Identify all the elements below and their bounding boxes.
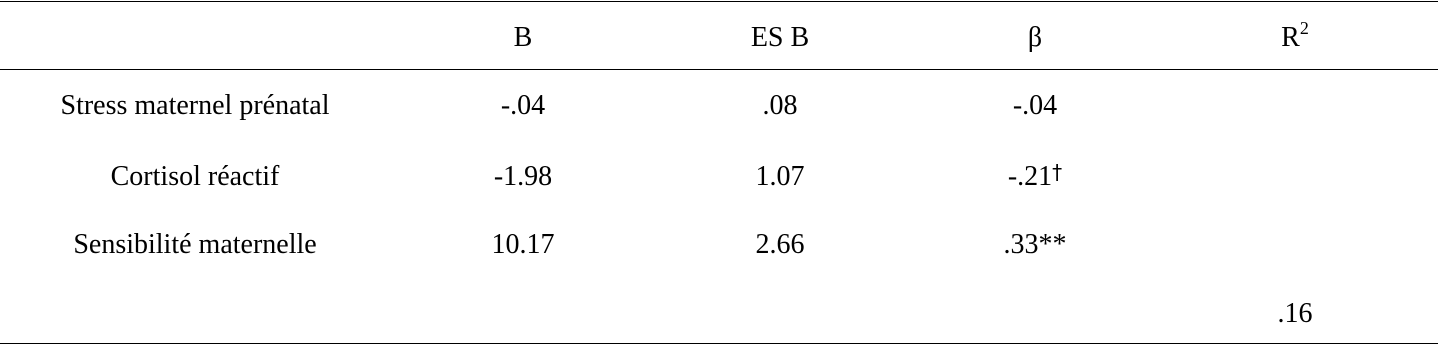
table-bottom-rule <box>0 343 1438 344</box>
cell-es-b: 2.66 <box>755 229 805 260</box>
row-label: Sensibilité maternelle <box>73 229 317 260</box>
cell-r2: .16 <box>1277 298 1313 329</box>
cell-beta-value: .33** <box>1003 229 1067 260</box>
header-r2-base: R <box>1281 22 1300 53</box>
cell-beta-value: -.21 <box>1007 161 1053 192</box>
table-top-rule <box>0 1 1438 2</box>
cell-b: 10.17 <box>491 229 555 260</box>
cell-b: -1.98 <box>493 161 553 192</box>
header-b: B <box>513 22 533 53</box>
cell-beta <box>1004 228 1067 263</box>
row-label: Stress maternel prénatal <box>60 90 330 121</box>
header-r2 <box>1281 18 1309 55</box>
cell-beta <box>1013 89 1057 124</box>
cell-b: -.04 <box>500 90 546 121</box>
cell-beta <box>1008 160 1062 195</box>
cell-es-b: 1.07 <box>755 161 805 192</box>
header-beta: β <box>1027 22 1043 53</box>
header-es-b: ES B <box>750 22 810 53</box>
row-label: Cortisol réactif <box>110 161 280 192</box>
cell-beta-value: -.04 <box>1012 90 1058 121</box>
cell-es-b: .08 <box>762 90 798 121</box>
header-r2-exponent: 2 <box>1299 18 1309 38</box>
table-header-rule <box>0 69 1438 70</box>
cell-beta-mark: † <box>1052 160 1063 184</box>
